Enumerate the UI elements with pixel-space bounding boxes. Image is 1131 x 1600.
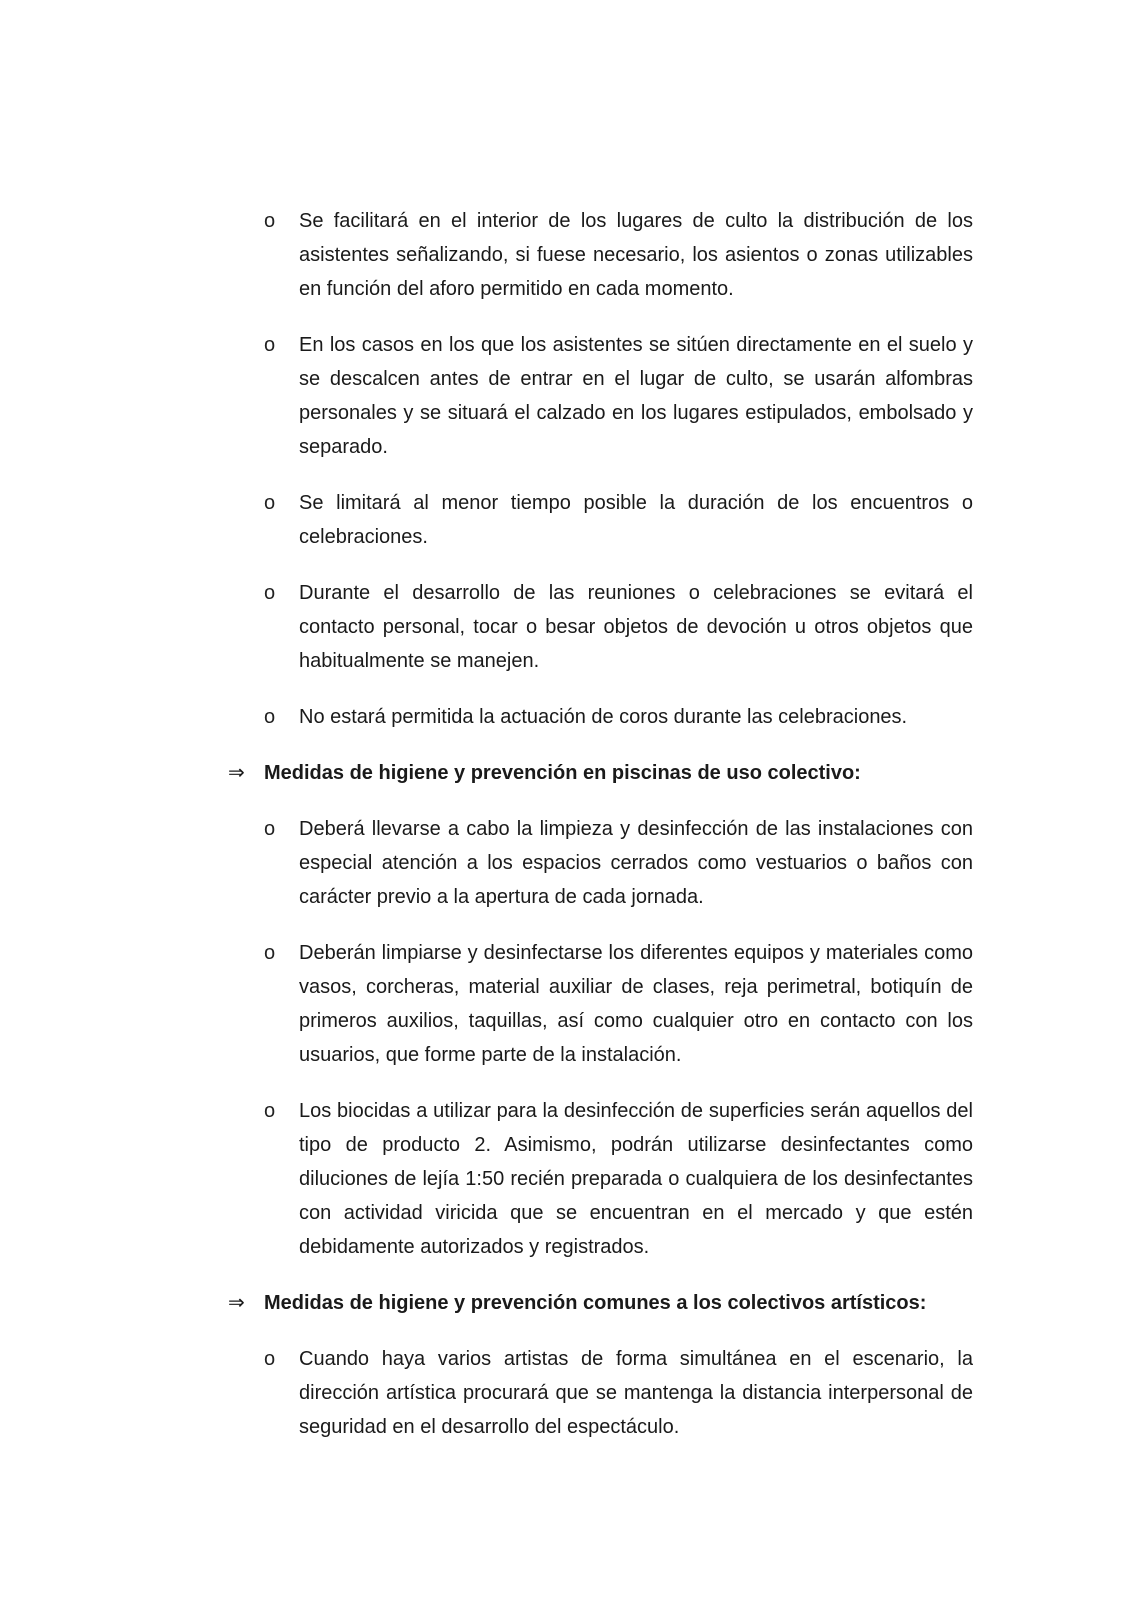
arrow-icon: ⇒ — [228, 762, 245, 784]
arrow-icon: ⇒ — [228, 1292, 245, 1314]
list-item-text: Cuando haya varios artistas de forma simultánea en el escenario, la dirección artística procurará que se mantenga la distancia interpersonal de seguridad en el desarrollo del espectáculo. — [299, 1348, 973, 1438]
list-item-text: Deberá llevarse a cabo la limpieza y desinfección de las instalaciones con especial atención a los espacios cerrados como vestuarios o baños con carácter previo a la apertura de cada jornada. — [299, 818, 973, 908]
list-item-text: Se facilitará en el interior de los lugares de culto la distribución de los asistentes señalizando, si fuese necesario, los asientos o zonas utilizables en función del aforo permitido en cada momento. — [299, 210, 973, 300]
list-item — [228, 486, 973, 554]
list-item — [228, 1094, 973, 1264]
section-heading-text: Medidas de higiene y prevención comunes a los colectivos artísticos: — [264, 1292, 927, 1314]
bullet-marker: o — [264, 492, 276, 514]
bullet-marker: o — [264, 210, 276, 232]
list-item-text: En los casos en los que los asistentes se sitúen directamente en el suelo y se descalcen antes de entrar en el lugar de culto, se usarán alfombras personales y se situará el calzado en los lugares estipulados, embolsado y separado. — [299, 334, 973, 458]
bullet-marker: o — [264, 582, 276, 604]
list-item — [228, 204, 973, 306]
list-item — [228, 576, 973, 678]
list-item-text: Los biocidas a utilizar para la desinfección de superficies serán aquellos del tipo de producto 2. Asimismo, podrán utilizarse desinfectantes como diluciones de lejía 1:50 recién preparada o cualquiera de los desinfectantes con actividad viricida que se encuentran en el mercado y que estén debidamente autorizados y registrados. — [299, 1100, 973, 1258]
list-item — [228, 812, 973, 914]
list-item — [228, 700, 973, 734]
section-heading-piscinas — [228, 756, 973, 790]
section-heading-artisticos — [228, 1286, 973, 1320]
list-item-text: Deberán limpiarse y desinfectarse los diferentes equipos y materiales como vasos, corcheras, material auxiliar de clases, reja perimetral, botiquín de primeros auxilios, taquillas, así como cualquier otro en contacto con los usuarios, que forme parte de la instalación. — [299, 942, 973, 1066]
bullet-marker: o — [264, 1100, 276, 1122]
list-item-text: Durante el desarrollo de las reuniones o celebraciones se evitará el contacto personal, tocar o besar objetos de devoción u otros objetos que habitualmente se manejen. — [299, 582, 973, 672]
bullet-marker: o — [264, 334, 276, 356]
list-item-text: No estará permitida la actuación de coros durante las celebraciones. — [299, 706, 908, 728]
section-heading-text: Medidas de higiene y prevención en piscinas de uso colectivo: — [264, 762, 861, 784]
document-body — [228, 204, 973, 1466]
bullet-marker: o — [264, 706, 276, 728]
list-item-text: Se limitará al menor tiempo posible la duración de los encuentros o celebraciones. — [299, 492, 973, 548]
list-item — [228, 328, 973, 464]
bullet-marker: o — [264, 1348, 276, 1370]
list-item — [228, 1342, 973, 1444]
bullet-marker: o — [264, 818, 276, 840]
bullet-marker: o — [264, 942, 276, 964]
list-item — [228, 936, 973, 1072]
